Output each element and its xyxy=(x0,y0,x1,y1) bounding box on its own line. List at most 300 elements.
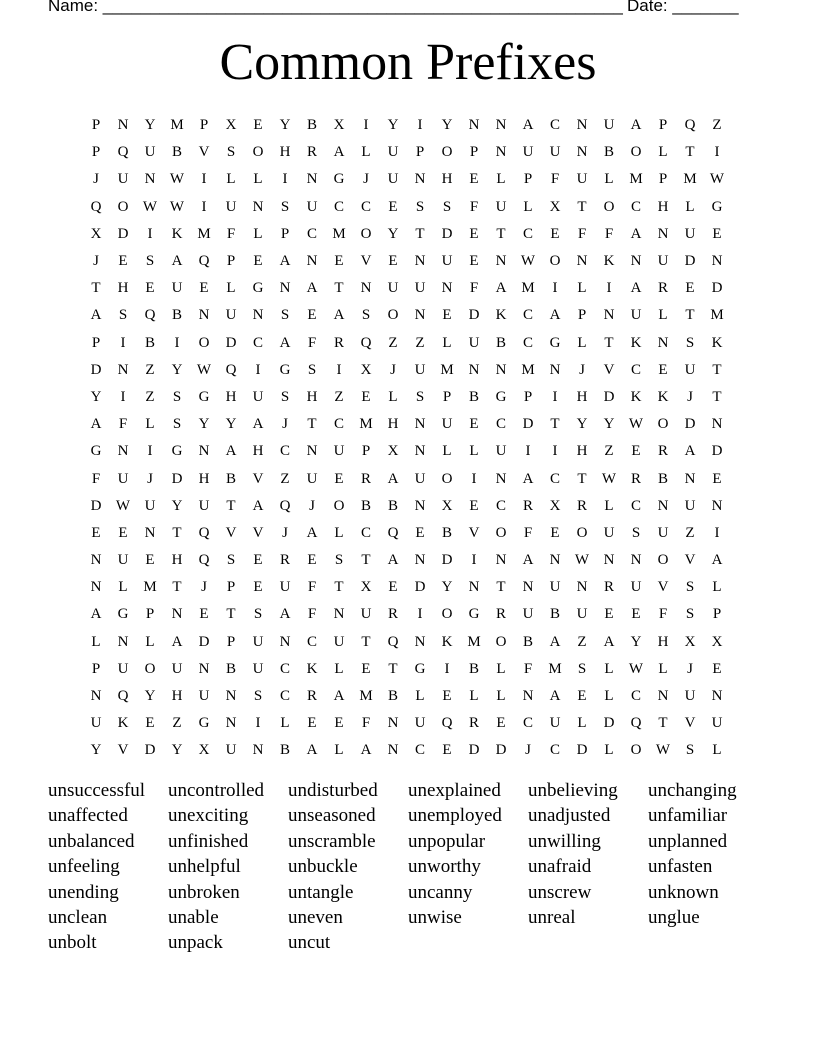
grid-letter: U xyxy=(414,470,426,487)
grid-letter: E xyxy=(361,388,371,405)
grid-letter: L xyxy=(604,688,614,705)
grid-letter: U xyxy=(495,198,507,215)
grid-letter: N xyxy=(603,307,615,324)
grid-letter: A xyxy=(333,688,345,705)
grid-letter: H xyxy=(657,198,669,215)
grid-letter: Q xyxy=(360,334,372,351)
grid-letter: I xyxy=(336,361,342,378)
grid-letter: Z xyxy=(712,117,722,134)
grid-letter: N xyxy=(657,688,669,705)
grid-letter: X xyxy=(333,117,345,134)
word-list-item: unpack xyxy=(168,932,223,954)
grid-letter: L xyxy=(442,443,452,460)
grid-letter: K xyxy=(603,253,615,270)
grid-letter: I xyxy=(201,198,207,215)
grid-letter: J xyxy=(147,470,153,487)
grid-letter: E xyxy=(388,579,398,596)
grid-letter: O xyxy=(441,144,453,161)
grid-letter: N xyxy=(360,280,372,297)
grid-letter: S xyxy=(280,307,290,324)
grid-letter: Y xyxy=(630,633,642,650)
grid-letter: E xyxy=(253,579,263,596)
grid-letter: D xyxy=(198,633,210,650)
grid-letter: S xyxy=(685,579,695,596)
grid-row xyxy=(90,411,744,438)
grid-letter: Q xyxy=(144,307,156,324)
grid-letter: D xyxy=(90,361,102,378)
grid-letter: E xyxy=(469,253,479,270)
word-list-item: undisturbed xyxy=(288,780,378,801)
grid-letter: A xyxy=(387,470,399,487)
grid-letter: E xyxy=(469,171,479,188)
grid-letter: R xyxy=(603,579,614,596)
grid-letter: L xyxy=(712,579,722,596)
grid-letter: O xyxy=(333,497,345,514)
grid-letter: S xyxy=(415,388,425,405)
grid-letter: L xyxy=(712,742,722,759)
grid-letter: Q xyxy=(684,117,696,134)
grid-letter: M xyxy=(521,361,535,378)
grid-letter: I xyxy=(282,171,288,188)
grid-letter: O xyxy=(630,742,642,759)
grid-letter: L xyxy=(145,416,155,433)
grid-letter: B xyxy=(171,144,182,161)
grid-letter: Q xyxy=(387,524,399,541)
grid-letter: A xyxy=(306,742,318,759)
grid-letter: Z xyxy=(415,334,425,351)
grid-letter: E xyxy=(307,307,317,324)
grid-letter: N xyxy=(711,688,723,705)
grid-letter: N xyxy=(549,361,561,378)
grid-letter: E xyxy=(334,253,344,270)
grid-letter: U xyxy=(117,552,129,569)
grid-letter: N xyxy=(306,253,318,270)
grid-letter: V xyxy=(360,253,372,270)
grid-letter: P xyxy=(361,443,371,460)
grid-letter: T xyxy=(91,280,101,297)
grid-letter: A xyxy=(90,606,102,623)
grid-letter: M xyxy=(359,688,373,705)
grid-letter: V xyxy=(684,715,696,732)
grid-letter: G xyxy=(711,198,723,215)
grid-letter: N xyxy=(495,117,507,134)
word-list-item: unafraid xyxy=(528,856,592,878)
word-list-item: unbroken xyxy=(168,881,240,903)
grid-letter: E xyxy=(145,715,155,732)
grid-letter: Z xyxy=(685,524,695,541)
grid-letter: U xyxy=(468,334,480,351)
grid-letter: E xyxy=(712,225,722,242)
grid-letter: H xyxy=(441,171,453,188)
grid-letter: C xyxy=(495,416,506,433)
grid-letter: D xyxy=(576,742,588,759)
word-list-item: unseasoned xyxy=(288,805,376,827)
grid-letter: E xyxy=(496,715,506,732)
grid-letter: F xyxy=(307,606,317,623)
grid-letter: N xyxy=(144,524,156,541)
grid-letter: N xyxy=(414,633,426,650)
grid-letter: U xyxy=(117,470,129,487)
grid-letter: K xyxy=(495,307,507,324)
grid-letter: Q xyxy=(117,688,129,705)
grid-letter: I xyxy=(417,117,423,134)
grid-letter: B xyxy=(441,524,452,541)
word-list-item: unscrew xyxy=(528,881,592,903)
grid-letter: H xyxy=(171,688,183,705)
grid-letter: S xyxy=(118,307,128,324)
grid-row xyxy=(90,221,744,248)
grid-letter: B xyxy=(225,470,236,487)
grid-letter: K xyxy=(711,334,723,351)
grid-letter: L xyxy=(496,171,506,188)
grid-letter: P xyxy=(226,633,236,650)
grid-letter: U xyxy=(117,660,129,677)
word-list-item: unaffected xyxy=(48,805,128,827)
grid-letter: N xyxy=(90,552,102,569)
grid-letter: S xyxy=(253,688,263,705)
grid-letter: E xyxy=(469,225,479,242)
grid-letter: Q xyxy=(117,144,129,161)
grid-letter: K xyxy=(630,334,642,351)
grid-letter: N xyxy=(414,497,426,514)
grid-letter: P xyxy=(226,253,236,270)
grid-letter: K xyxy=(117,715,129,732)
grid-letter: C xyxy=(495,497,506,514)
grid-letter: N xyxy=(468,579,480,596)
grid-letter: P xyxy=(523,388,533,405)
grid-letter: H xyxy=(576,388,588,405)
grid-letter: E xyxy=(388,253,398,270)
grid-letter: U xyxy=(657,524,669,541)
grid-letter: A xyxy=(333,144,345,161)
grid-letter: O xyxy=(657,552,669,569)
grid-letter: K xyxy=(657,388,669,405)
grid-letter: U xyxy=(225,198,237,215)
grid-letter: L xyxy=(685,198,695,215)
grid-letter: W xyxy=(655,742,671,759)
grid-letter: O xyxy=(198,334,210,351)
grid-letter: T xyxy=(172,524,182,541)
grid-letter: S xyxy=(685,606,695,623)
grid-letter: L xyxy=(604,742,614,759)
grid-letter: U xyxy=(333,443,345,460)
grid-letter: F xyxy=(523,524,533,541)
grid-letter: N xyxy=(576,253,588,270)
grid-letter: W xyxy=(196,361,212,378)
grid-row xyxy=(90,574,744,601)
grid-letter: N xyxy=(117,361,129,378)
grid-letter: N xyxy=(414,443,426,460)
grid-letter: N xyxy=(198,443,210,460)
grid-letter: Q xyxy=(279,497,291,514)
grid-letter: P xyxy=(658,171,668,188)
grid-letter: I xyxy=(471,552,477,569)
grid-letter: F xyxy=(226,225,236,242)
grid-letter: N xyxy=(495,144,507,161)
word-list-item: unglue xyxy=(648,906,700,928)
grid-letter: J xyxy=(687,388,693,405)
grid-letter: Q xyxy=(441,715,453,732)
grid-letter: W xyxy=(142,198,158,215)
grid-letter: U xyxy=(603,117,615,134)
grid-letter: S xyxy=(226,144,236,161)
grid-letter: Z xyxy=(172,715,182,732)
grid-letter: P xyxy=(577,307,587,324)
grid-letter: R xyxy=(657,443,668,460)
grid-letter: H xyxy=(171,552,183,569)
grid-letter: R xyxy=(333,334,344,351)
grid-letter: U xyxy=(225,742,237,759)
grid-letter: V xyxy=(657,579,669,596)
grid-letter: I xyxy=(417,606,423,623)
grid-letter: J xyxy=(282,524,288,541)
grid-letter: K xyxy=(171,225,183,242)
grid-letter: U xyxy=(711,715,723,732)
grid-letter: O xyxy=(549,253,561,270)
grid-letter: N xyxy=(279,280,291,297)
grid-letter: E xyxy=(253,117,263,134)
word-list-item: unsuccessful xyxy=(48,780,146,801)
grid-letter: G xyxy=(252,280,264,297)
grid-letter: E xyxy=(145,552,155,569)
grid-letter: N xyxy=(117,117,129,134)
grid-letter: A xyxy=(252,497,264,514)
grid-letter: W xyxy=(169,171,185,188)
grid-row xyxy=(90,601,744,628)
grid-letter: P xyxy=(91,144,101,161)
grid-letter: X xyxy=(198,742,210,759)
grid-letter: X xyxy=(549,198,561,215)
grid-letter: P xyxy=(280,225,290,242)
grid-letter: C xyxy=(549,742,560,759)
grid-letter: N xyxy=(711,416,723,433)
grid-letter: T xyxy=(172,579,182,596)
grid-letter: E xyxy=(334,715,344,732)
grid-letter: L xyxy=(334,524,344,541)
grid-letter: F xyxy=(307,334,317,351)
grid-letter: B xyxy=(603,144,614,161)
grid-letter: H xyxy=(306,388,318,405)
grid-letter: N xyxy=(117,443,129,460)
word-list-item: unclean xyxy=(48,906,108,928)
grid-letter: N xyxy=(495,361,507,378)
grid-letter: Q xyxy=(225,361,237,378)
grid-letter: P xyxy=(145,606,155,623)
grid-letter: N xyxy=(441,280,453,297)
grid-letter: D xyxy=(90,497,102,514)
grid-letter: C xyxy=(279,443,290,460)
grid-letter: E xyxy=(199,606,209,623)
word-list-item: unfamiliar xyxy=(648,805,728,827)
grid-letter: T xyxy=(577,198,587,215)
grid-letter: U xyxy=(576,171,588,188)
grid-letter: R xyxy=(657,280,668,297)
grid-letter: T xyxy=(685,144,695,161)
grid-letter: S xyxy=(307,361,317,378)
grid-letter: U xyxy=(630,307,642,324)
grid-letter: A xyxy=(90,416,102,433)
grid-letter: V xyxy=(117,742,129,759)
grid-letter: I xyxy=(255,715,261,732)
grid-row xyxy=(91,520,744,547)
grid-letter: N xyxy=(387,742,399,759)
grid-letter: S xyxy=(685,334,695,351)
grid-letter: C xyxy=(549,470,560,487)
grid-letter: X xyxy=(711,633,723,650)
grid-letter: F xyxy=(550,171,560,188)
grid-letter: L xyxy=(253,171,263,188)
grid-letter: N xyxy=(576,144,588,161)
grid-letter: N xyxy=(468,117,480,134)
grid-letter: W xyxy=(169,198,185,215)
grid-letter: Y xyxy=(225,416,237,433)
grid-letter: B xyxy=(306,117,317,134)
grid-letter: G xyxy=(90,443,102,460)
grid-letter: U xyxy=(387,171,399,188)
word-list-item: unexciting xyxy=(168,805,249,827)
grid-letter: N xyxy=(198,660,210,677)
grid-letter: N xyxy=(414,307,426,324)
grid-letter: H xyxy=(252,443,264,460)
grid-letter: P xyxy=(91,117,101,134)
grid-letter: X xyxy=(360,579,372,596)
grid-letter: E xyxy=(145,280,155,297)
grid-letter: Q xyxy=(198,552,210,569)
word-list-item: unhelpful xyxy=(168,856,241,878)
grid-letter: U xyxy=(171,280,183,297)
word-list-item: uncut xyxy=(288,932,331,954)
grid-letter: A xyxy=(279,334,291,351)
grid-letter: K xyxy=(306,660,318,677)
grid-letter: U xyxy=(252,388,264,405)
grid-letter: B xyxy=(657,470,668,487)
grid-letter: E xyxy=(469,416,479,433)
grid-letter: H xyxy=(657,633,669,650)
grid-letter: A xyxy=(279,606,291,623)
grid-letter: N xyxy=(306,443,318,460)
grid-letter: U xyxy=(90,715,102,732)
grid-letter: D xyxy=(522,416,534,433)
grid-letter: I xyxy=(552,388,558,405)
grid-row xyxy=(91,275,744,302)
grid-letter: C xyxy=(630,198,641,215)
grid-letter: G xyxy=(468,606,480,623)
grid-letter: H xyxy=(225,388,237,405)
grid-letter: Y xyxy=(441,117,453,134)
grid-letter: S xyxy=(631,524,641,541)
grid-letter: S xyxy=(280,388,290,405)
grid-letter: A xyxy=(522,552,534,569)
grid-letter: G xyxy=(171,443,183,460)
grid-letter: U xyxy=(333,633,345,650)
grid-letter: A xyxy=(711,552,723,569)
grid-letter: C xyxy=(522,307,533,324)
grid-letter: F xyxy=(469,198,479,215)
grid-letter: R xyxy=(468,715,479,732)
grid-letter: J xyxy=(525,742,531,759)
grid-letter: C xyxy=(630,497,641,514)
grid-row xyxy=(90,302,744,329)
grid-letter: N xyxy=(630,552,642,569)
grid-letter: E xyxy=(253,253,263,270)
grid-letter: L xyxy=(658,307,668,324)
grid-letter: E xyxy=(631,443,641,460)
grid-letter: A xyxy=(522,470,534,487)
grid-letter: H xyxy=(117,280,129,297)
grid-letter: W xyxy=(709,171,725,188)
grid-letter: O xyxy=(576,524,588,541)
word-list-item: unbelieving xyxy=(528,780,618,801)
word-list-item: uneven xyxy=(288,906,343,928)
word-list-item: unwilling xyxy=(528,830,601,852)
grid-letter: R xyxy=(387,606,398,623)
grid-letter: L xyxy=(388,388,398,405)
grid-letter: I xyxy=(714,524,720,541)
grid-letter: Y xyxy=(144,117,156,134)
grid-letter: I xyxy=(552,280,558,297)
grid-letter: N xyxy=(414,552,426,569)
grid-letter: N xyxy=(252,307,264,324)
grid-letter: L xyxy=(334,742,344,759)
grid-letter: N xyxy=(198,307,210,324)
grid-letter: W xyxy=(601,470,617,487)
grid-letter: N xyxy=(414,253,426,270)
grid-letter: B xyxy=(279,742,290,759)
grid-letter: U xyxy=(414,715,426,732)
grid-letter: S xyxy=(577,660,587,677)
word-list-item: unbuckle xyxy=(288,856,358,878)
grid-letter: C xyxy=(630,688,641,705)
grid-letter: U xyxy=(360,606,372,623)
grid-letter: N xyxy=(90,579,102,596)
word-list-item: unchanging xyxy=(648,780,737,801)
grid-letter: N xyxy=(306,171,318,188)
grid-letter: I xyxy=(471,470,477,487)
grid-letter: E xyxy=(442,688,452,705)
grid-letter: F xyxy=(361,715,371,732)
grid-letter: E xyxy=(415,524,425,541)
grid-letter: D xyxy=(171,470,183,487)
grid-letter: E xyxy=(604,606,614,623)
grid-letter: E xyxy=(91,524,101,541)
grid-letter: C xyxy=(549,117,560,134)
grid-letter: F xyxy=(118,416,128,433)
word-list-item: unplanned xyxy=(648,830,728,852)
grid-letter: J xyxy=(93,253,99,270)
word-list-item: unbalanced xyxy=(48,830,135,852)
grid-letter: Y xyxy=(171,361,183,378)
grid-letter: I xyxy=(147,443,153,460)
grid-letter: T xyxy=(307,416,317,433)
grid-letter: N xyxy=(495,253,507,270)
grid-letter: F xyxy=(577,225,587,242)
grid-letter: S xyxy=(334,552,344,569)
grid-letter: S xyxy=(361,307,371,324)
grid-letter: S xyxy=(172,416,182,433)
grid-letter: U xyxy=(549,579,561,596)
grid-letter: Y xyxy=(198,416,210,433)
grid-letter: O xyxy=(495,524,507,541)
grid-letter: U xyxy=(495,443,507,460)
grid-letter: U xyxy=(198,688,210,705)
grid-letter: Z xyxy=(145,388,155,405)
grid-letter: X xyxy=(225,117,237,134)
grid-row xyxy=(90,438,744,465)
grid-letter: N xyxy=(387,715,399,732)
grid-letter: N xyxy=(603,552,615,569)
grid-letter: A xyxy=(306,524,318,541)
grid-letter: Q xyxy=(198,524,210,541)
